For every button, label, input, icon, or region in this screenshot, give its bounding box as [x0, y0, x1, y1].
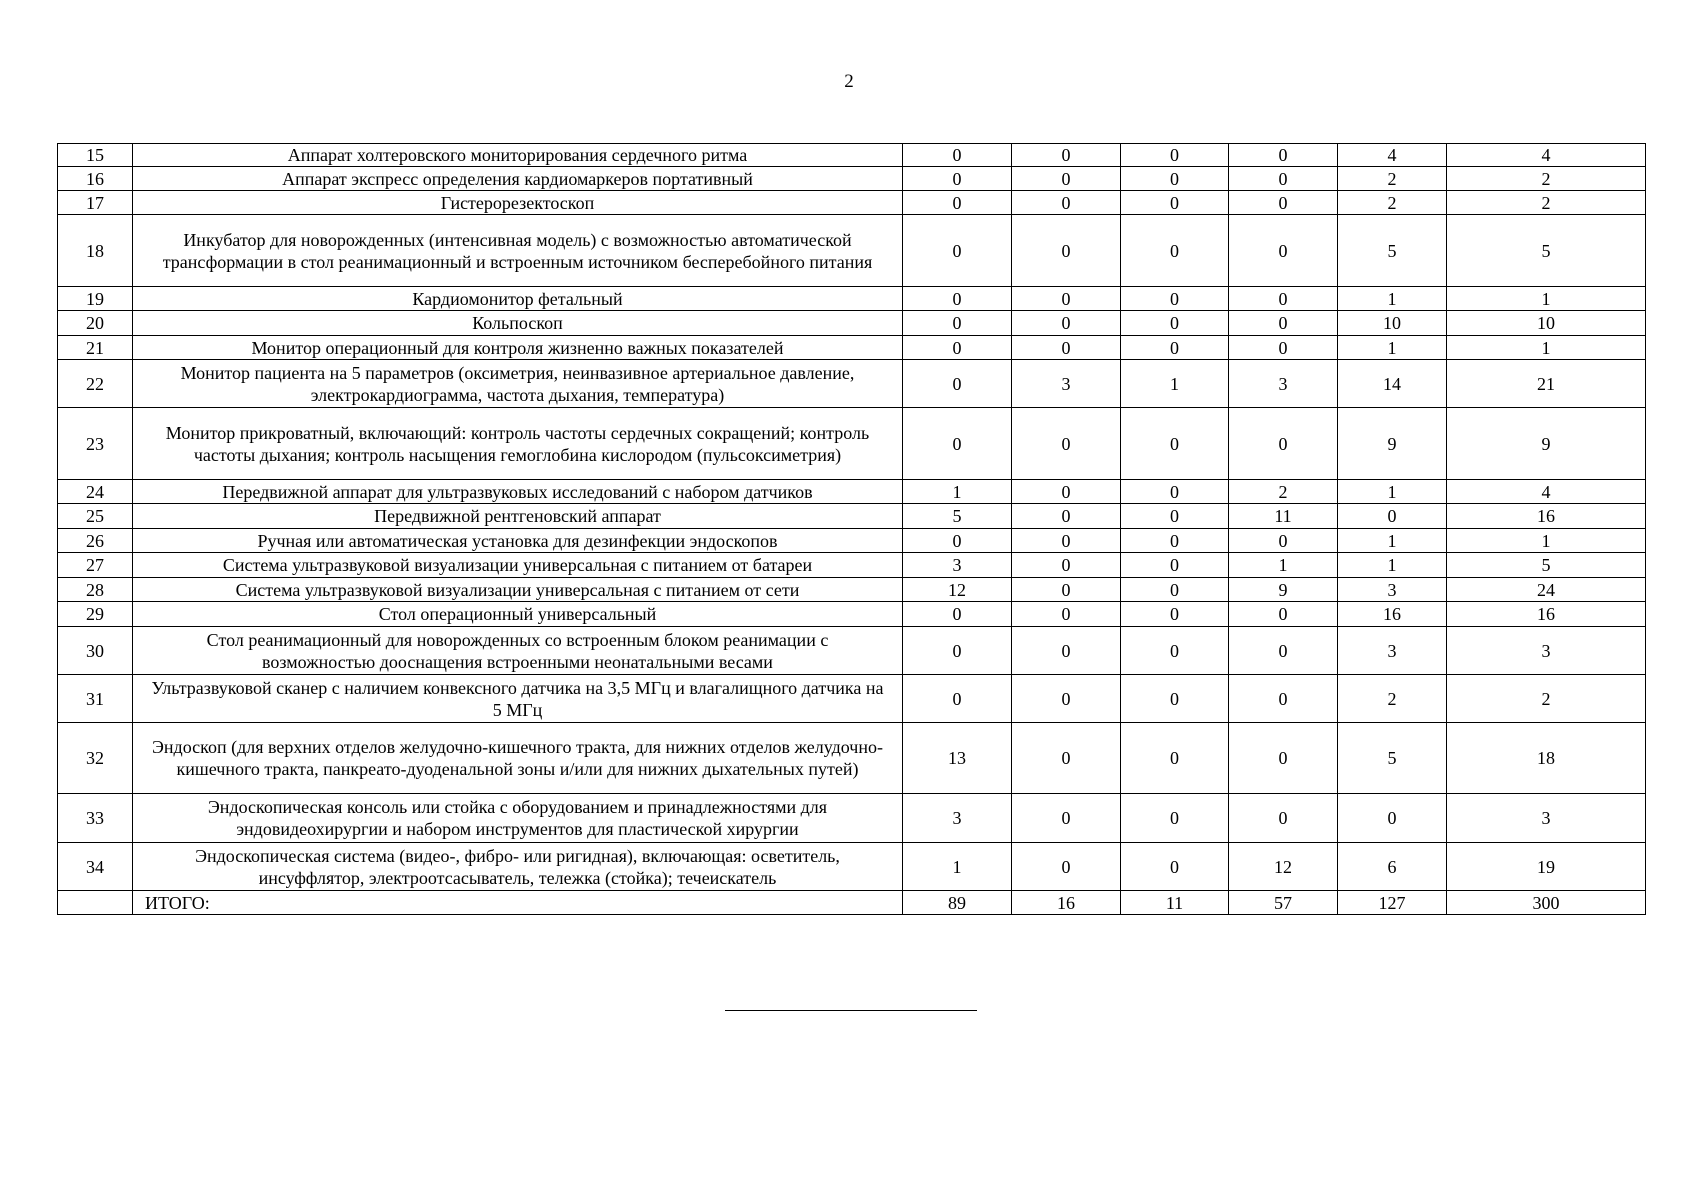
value-col-4: 0 [1229, 336, 1338, 360]
value-col-1: 0 [903, 144, 1012, 167]
value-col-5: 10 [1338, 311, 1447, 336]
table-row [58, 504, 1646, 529]
value-col-1: 0 [903, 215, 1012, 287]
equipment-name: Эндоскопическая консоль или стойка с оборудованием и принадлежностями для эндовидеохирургии и набором инструментов для пластической хирургии [133, 794, 903, 843]
value-col-5: 5 [1338, 215, 1447, 287]
table-row [58, 408, 1646, 480]
value-col-2: 0 [1012, 602, 1121, 627]
totals-grand-total: 300 [1447, 891, 1646, 915]
value-col-2: 0 [1012, 287, 1121, 311]
value-col-3: 0 [1121, 553, 1229, 578]
value-col-2: 0 [1012, 311, 1121, 336]
value-col-3: 0 [1121, 311, 1229, 336]
value-total: 16 [1447, 504, 1646, 529]
row-number: 32 [58, 723, 133, 794]
value-col-1: 5 [903, 504, 1012, 529]
value-col-3: 0 [1121, 843, 1229, 891]
value-col-2: 0 [1012, 578, 1121, 602]
value-col-2: 0 [1012, 529, 1121, 553]
value-col-3: 0 [1121, 794, 1229, 843]
table-row [58, 215, 1646, 287]
table-row [58, 167, 1646, 191]
equipment-name: Ручная или автоматическая установка для дезинфекции эндоскопов [133, 529, 903, 553]
value-col-3: 0 [1121, 529, 1229, 553]
equipment-table-container [57, 143, 1645, 915]
totals-col-3: 11 [1121, 891, 1229, 915]
value-col-5: 0 [1338, 794, 1447, 843]
equipment-name: Инкубатор для новорожденных (интенсивная модель) с возможностью автоматической трансформации в стол реанимационный и встроенным источником бесперебойного питания [133, 215, 903, 287]
equipment-name: Передвижной рентгеновский аппарат [133, 504, 903, 529]
table-row [58, 191, 1646, 215]
table-row [58, 287, 1646, 311]
value-col-4: 0 [1229, 794, 1338, 843]
table-row [58, 336, 1646, 360]
value-col-4: 0 [1229, 311, 1338, 336]
value-col-3: 0 [1121, 408, 1229, 480]
equipment-name: Система ультразвуковой визуализации универсальная с питанием от батареи [133, 553, 903, 578]
value-col-2: 0 [1012, 504, 1121, 529]
row-number: 16 [58, 167, 133, 191]
value-col-1: 13 [903, 723, 1012, 794]
totals-row [58, 891, 1646, 915]
equipment-name: Система ультразвуковой визуализации универсальная с питанием от сети [133, 578, 903, 602]
value-col-5: 4 [1338, 144, 1447, 167]
value-col-5: 3 [1338, 578, 1447, 602]
value-col-1: 0 [903, 529, 1012, 553]
equipment-name: Стол реанимационный для новорожденных со встроенным блоком реанимации с возможностью дооснащения встроенными неонатальными весами [133, 627, 903, 675]
equipment-name: Монитор операционный для контроля жизненно важных показателей [133, 336, 903, 360]
value-col-3: 0 [1121, 480, 1229, 504]
value-total: 5 [1447, 215, 1646, 287]
table-row [58, 723, 1646, 794]
row-number: 26 [58, 529, 133, 553]
row-number: 19 [58, 287, 133, 311]
value-col-3: 0 [1121, 504, 1229, 529]
value-total: 1 [1447, 287, 1646, 311]
value-col-1: 0 [903, 627, 1012, 675]
value-col-3: 0 [1121, 723, 1229, 794]
value-col-5: 16 [1338, 602, 1447, 627]
equipment-name: Передвижной аппарат для ультразвуковых исследований с набором датчиков [133, 480, 903, 504]
table-row [58, 627, 1646, 675]
value-col-2: 0 [1012, 191, 1121, 215]
value-total: 18 [1447, 723, 1646, 794]
row-number: 24 [58, 480, 133, 504]
equipment-name: Кардиомонитор фетальный [133, 287, 903, 311]
value-col-3: 0 [1121, 167, 1229, 191]
value-col-2: 0 [1012, 215, 1121, 287]
value-col-2: 0 [1012, 408, 1121, 480]
value-col-4: 3 [1229, 360, 1338, 408]
value-total: 16 [1447, 602, 1646, 627]
table-row [58, 311, 1646, 336]
value-col-5: 3 [1338, 627, 1447, 675]
value-col-1: 3 [903, 553, 1012, 578]
equipment-name: Монитор прикроватный, включающий: контроль частоты сердечных сокращений; контроль частоты дыхания; контроль насыщения гемоглобина кислородом (пульсоксиметрия) [133, 408, 903, 480]
equipment-name: Аппарат холтеровского мониторирования сердечного ритма [133, 144, 903, 167]
row-number: 15 [58, 144, 133, 167]
row-number: 31 [58, 675, 133, 723]
value-col-1: 0 [903, 602, 1012, 627]
totals-col-4: 57 [1229, 891, 1338, 915]
value-col-5: 6 [1338, 843, 1447, 891]
row-number: 29 [58, 602, 133, 627]
value-col-2: 0 [1012, 723, 1121, 794]
equipment-table-body [58, 144, 1646, 915]
row-number: 25 [58, 504, 133, 529]
value-col-1: 0 [903, 191, 1012, 215]
row-number: 30 [58, 627, 133, 675]
equipment-name: Эндоскопическая система (видео-, фибро- или ригидная), включающая: осветитель, инсуффлятор, электроотсасыватель, тележка (стойка); течеискатель [133, 843, 903, 891]
value-col-1: 1 [903, 843, 1012, 891]
value-col-4: 9 [1229, 578, 1338, 602]
row-number: 17 [58, 191, 133, 215]
value-col-2: 0 [1012, 144, 1121, 167]
table-row [58, 144, 1646, 167]
page-number: 2 [844, 71, 854, 92]
closing-divider-line [725, 1010, 977, 1011]
value-col-2: 0 [1012, 794, 1121, 843]
value-col-5: 2 [1338, 167, 1447, 191]
value-col-5: 5 [1338, 723, 1447, 794]
table-row [58, 794, 1646, 843]
value-total: 9 [1447, 408, 1646, 480]
value-total: 3 [1447, 794, 1646, 843]
value-total: 2 [1447, 191, 1646, 215]
equipment-name: Ультразвуковой сканер с наличием конвексного датчика на 3,5 МГц и влагалищного датчика на 5 МГц [133, 675, 903, 723]
table-row [58, 843, 1646, 891]
value-total: 3 [1447, 627, 1646, 675]
value-col-5: 1 [1338, 480, 1447, 504]
value-col-3: 0 [1121, 144, 1229, 167]
table-row [58, 360, 1646, 408]
row-number: 18 [58, 215, 133, 287]
value-col-2: 0 [1012, 336, 1121, 360]
table-row [58, 529, 1646, 553]
value-col-2: 0 [1012, 843, 1121, 891]
value-col-1: 0 [903, 360, 1012, 408]
value-col-4: 0 [1229, 191, 1338, 215]
value-col-4: 0 [1229, 675, 1338, 723]
value-col-4: 0 [1229, 602, 1338, 627]
value-col-3: 0 [1121, 287, 1229, 311]
value-total: 21 [1447, 360, 1646, 408]
value-col-3: 0 [1121, 191, 1229, 215]
value-total: 4 [1447, 480, 1646, 504]
value-col-3: 0 [1121, 336, 1229, 360]
value-col-5: 9 [1338, 408, 1447, 480]
value-col-2: 0 [1012, 167, 1121, 191]
value-col-5: 1 [1338, 553, 1447, 578]
totals-number [58, 891, 133, 915]
value-col-4: 0 [1229, 529, 1338, 553]
value-col-3: 0 [1121, 602, 1229, 627]
row-number: 20 [58, 311, 133, 336]
value-col-4: 0 [1229, 627, 1338, 675]
value-total: 5 [1447, 553, 1646, 578]
table-row [58, 675, 1646, 723]
value-total: 4 [1447, 144, 1646, 167]
value-col-5: 2 [1338, 191, 1447, 215]
row-number: 21 [58, 336, 133, 360]
equipment-name: Гистерорезектоскоп [133, 191, 903, 215]
table-row [58, 553, 1646, 578]
value-col-1: 1 [903, 480, 1012, 504]
value-col-1: 3 [903, 794, 1012, 843]
value-total: 19 [1447, 843, 1646, 891]
value-col-1: 0 [903, 311, 1012, 336]
value-total: 1 [1447, 336, 1646, 360]
row-number: 28 [58, 578, 133, 602]
value-total: 1 [1447, 529, 1646, 553]
value-col-4: 12 [1229, 843, 1338, 891]
value-col-4: 0 [1229, 215, 1338, 287]
value-col-5: 1 [1338, 529, 1447, 553]
value-col-5: 2 [1338, 675, 1447, 723]
value-col-4: 0 [1229, 144, 1338, 167]
value-col-5: 1 [1338, 336, 1447, 360]
value-col-2: 0 [1012, 480, 1121, 504]
row-number: 22 [58, 360, 133, 408]
value-col-1: 0 [903, 336, 1012, 360]
value-col-4: 0 [1229, 167, 1338, 191]
value-total: 10 [1447, 311, 1646, 336]
value-col-1: 12 [903, 578, 1012, 602]
totals-col-1: 89 [903, 891, 1012, 915]
value-col-3: 0 [1121, 578, 1229, 602]
value-total: 24 [1447, 578, 1646, 602]
value-col-4: 0 [1229, 408, 1338, 480]
totals-col-2: 16 [1012, 891, 1121, 915]
row-number: 33 [58, 794, 133, 843]
value-col-4: 1 [1229, 553, 1338, 578]
value-col-5: 1 [1338, 287, 1447, 311]
value-col-1: 0 [903, 675, 1012, 723]
table-row [58, 480, 1646, 504]
totals-col-5: 127 [1338, 891, 1447, 915]
value-total: 2 [1447, 675, 1646, 723]
table-row [58, 578, 1646, 602]
value-col-1: 0 [903, 408, 1012, 480]
value-col-4: 2 [1229, 480, 1338, 504]
equipment-table [57, 143, 1646, 915]
row-number: 34 [58, 843, 133, 891]
value-col-5: 0 [1338, 504, 1447, 529]
value-col-2: 0 [1012, 675, 1121, 723]
row-number: 23 [58, 408, 133, 480]
row-number: 27 [58, 553, 133, 578]
value-col-3: 0 [1121, 627, 1229, 675]
table-row [58, 602, 1646, 627]
value-col-3: 0 [1121, 675, 1229, 723]
value-col-3: 1 [1121, 360, 1229, 408]
equipment-name: Аппарат экспресс определения кардиомаркеров портативный [133, 167, 903, 191]
value-col-4: 11 [1229, 504, 1338, 529]
equipment-name: Эндоскоп (для верхних отделов желудочно-кишечного тракта, для нижних отделов желудочно-кишечного тракта, панкреато-дуоденальной зоны и/или для нижних дыхательных путей) [133, 723, 903, 794]
equipment-name: Монитор пациента на 5 параметров (оксиметрия, неинвазивное артериальное давление, электрокардиограмма, частота дыхания, температура) [133, 360, 903, 408]
value-col-3: 0 [1121, 215, 1229, 287]
equipment-name: Стол операционный универсальный [133, 602, 903, 627]
value-col-1: 0 [903, 167, 1012, 191]
value-col-2: 3 [1012, 360, 1121, 408]
value-col-2: 0 [1012, 627, 1121, 675]
value-col-4: 0 [1229, 287, 1338, 311]
value-col-5: 14 [1338, 360, 1447, 408]
value-col-4: 0 [1229, 723, 1338, 794]
value-total: 2 [1447, 167, 1646, 191]
value-col-1: 0 [903, 287, 1012, 311]
totals-label: ИТОГО: [133, 891, 903, 915]
equipment-name: Кольпоскоп [133, 311, 903, 336]
value-col-2: 0 [1012, 553, 1121, 578]
